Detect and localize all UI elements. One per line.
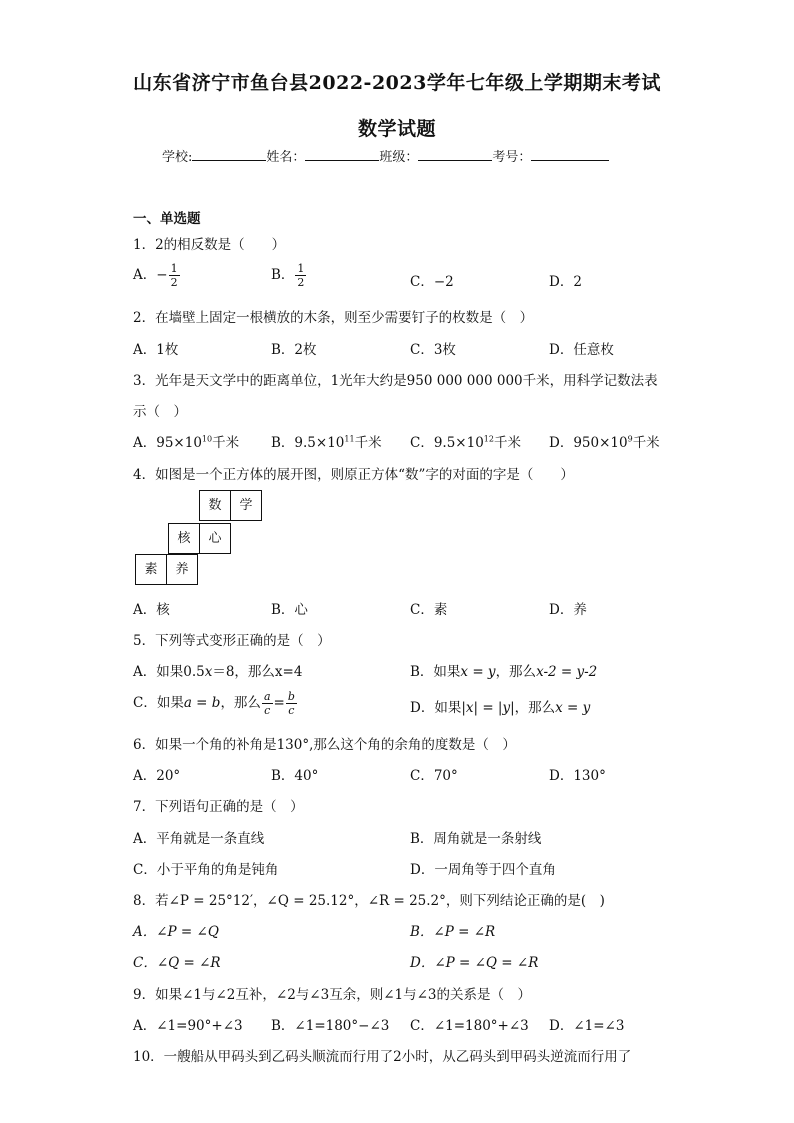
question-6-stem: 6．如果一个角的补角是130°,那么这个角的余角的度数是（ ） xyxy=(133,737,516,753)
question-6-option-c: C．70° xyxy=(410,768,458,784)
question-6-option-d: D．130° xyxy=(549,768,606,784)
question-8-option-d: D．∠P = ∠Q = ∠R xyxy=(410,955,539,971)
student-info-row xyxy=(162,146,609,165)
name-blank[interactable] xyxy=(305,148,379,161)
net-cell-he: 核 xyxy=(168,523,200,554)
question-5-option-c: C．如果a = b，那么 $\frac{a}{c}$ = $\frac{b}{c}$ xyxy=(133,690,295,717)
question-7-option-a: A．平角就是一条直线 xyxy=(133,831,265,847)
exam-number-blank[interactable] xyxy=(531,148,609,161)
school-label: 学校: xyxy=(162,150,193,165)
question-5-option-b: B．如果x = y，那么x-2 = y-2 xyxy=(410,664,598,680)
question-1-option-b: B． $\frac{1}{2}$ xyxy=(271,262,305,289)
net-cell-shu: 数 xyxy=(199,490,231,521)
question-4-option-d: D．养 xyxy=(549,602,587,618)
cube-net-figure xyxy=(133,490,263,590)
school-blank[interactable] xyxy=(192,148,266,161)
exam-title: 山东省济宁市鱼台县2022-2023学年七年级上学期期末考试 xyxy=(133,72,661,94)
name-label: 姓名： xyxy=(266,150,306,165)
question-8-option-b: B．∠P = ∠R xyxy=(410,924,496,940)
question-9-option-c: C．∠1=180°+∠3 xyxy=(410,1018,529,1034)
question-7-option-c: C．小于平角的角是钝角 xyxy=(133,862,279,878)
question-1-option-d: D．2 xyxy=(549,274,582,290)
class-label: 班级： xyxy=(379,150,419,165)
question-2-stem: 2．在墙壁上固定一根横放的木条，则至少需要钉子的枚数是（ ） xyxy=(133,310,534,326)
exam-number-label: 考号： xyxy=(492,150,532,165)
question-2-option-a: A．1枚 xyxy=(133,342,179,358)
question-5-option-a: A．如果0.5x＝8，那么x=4 xyxy=(133,664,303,680)
fraction: $\frac{a}{c}$ xyxy=(263,690,271,717)
question-3-option-a: A．$95\times 10^{10}$千米 xyxy=(133,434,240,451)
question-8-option-c: C．∠Q = ∠R xyxy=(133,955,221,971)
net-cell-xue: 学 xyxy=(230,490,262,521)
question-2-option-c: C．3枚 xyxy=(410,342,456,358)
question-9-stem: 9．如果∠1与∠2互补，∠2与∠3互余，则∠1与∠3的关系是（ ） xyxy=(133,987,531,1003)
question-1-option-a: A．− $\frac{1}{2}$ xyxy=(133,262,178,289)
question-4-option-a: A．核 xyxy=(133,602,170,618)
question-7-option-b: B．周角就是一条射线 xyxy=(410,831,542,847)
question-7-option-d: D．一周角等于四个直角 xyxy=(410,862,556,878)
question-8-stem: 8．若∠P = 25°12′，∠Q = 25.12°，∠R = 25.2°，则下列结论正确的是( ) xyxy=(133,893,605,909)
question-3-stem-cont: 示（ ） xyxy=(133,404,187,420)
net-cell-su: 素 xyxy=(135,554,167,585)
question-3-option-c: C．$9.5\times 10^{12}$千米 xyxy=(410,434,521,451)
section-title: 一、单选题 xyxy=(133,211,201,227)
question-7-stem: 7．下列语句正确的是（ ） xyxy=(133,799,304,815)
exam-subtitle: 数学试题 xyxy=(357,118,436,140)
question-9-option-b: B．∠1=180°−∠3 xyxy=(271,1018,390,1034)
question-5-stem: 5．下列等式变形正确的是（ ） xyxy=(133,633,331,649)
fraction: $\frac{b}{c}$ xyxy=(287,690,295,717)
question-2-option-b: B．2枚 xyxy=(271,342,317,358)
question-3-option-b: B．$9.5\times 10^{11}$千米 xyxy=(271,434,382,451)
net-cell-xin: 心 xyxy=(199,523,231,554)
question-3-option-d: D．$950\times 10^9$千米 xyxy=(549,434,660,451)
question-6-option-b: B．40° xyxy=(271,768,319,784)
question-8-option-a: A．∠P = ∠Q xyxy=(133,924,219,940)
question-5-option-d: D．如果|x| = |y|，那么x = y xyxy=(410,700,591,716)
fraction: $\frac{1}{2}$ xyxy=(297,262,305,289)
question-2-option-d: D．任意枚 xyxy=(549,342,614,358)
question-1-option-c: C．−2 xyxy=(410,274,454,290)
net-cell-yang: 养 xyxy=(166,554,198,585)
question-9-option-d: D．∠1=∠3 xyxy=(549,1018,625,1034)
question-4-option-c: C．素 xyxy=(410,602,448,618)
question-4-option-b: B．心 xyxy=(271,602,308,618)
question-10-stem: 10．一艘船从甲码头到乙码头顺流而行用了2小时，从乙码头到甲码头逆流而行用了 xyxy=(133,1049,632,1065)
class-blank[interactable] xyxy=(418,148,492,161)
question-6-option-a: A．20° xyxy=(133,768,181,784)
question-9-option-a: A．∠1=90°+∠3 xyxy=(133,1018,243,1034)
question-4-stem: 4．如图是一个正方体的展开图，则原正方体“数”字的对面的字是（ ） xyxy=(133,467,574,483)
question-3-stem: 3．光年是天文学中的距离单位，1光年大约是950 000 000 000千米，用科学记数法表 xyxy=(133,373,658,389)
fraction: $\frac{1}{2}$ xyxy=(170,262,178,289)
question-1-stem: 1．2的相反数是（ ） xyxy=(133,237,286,253)
